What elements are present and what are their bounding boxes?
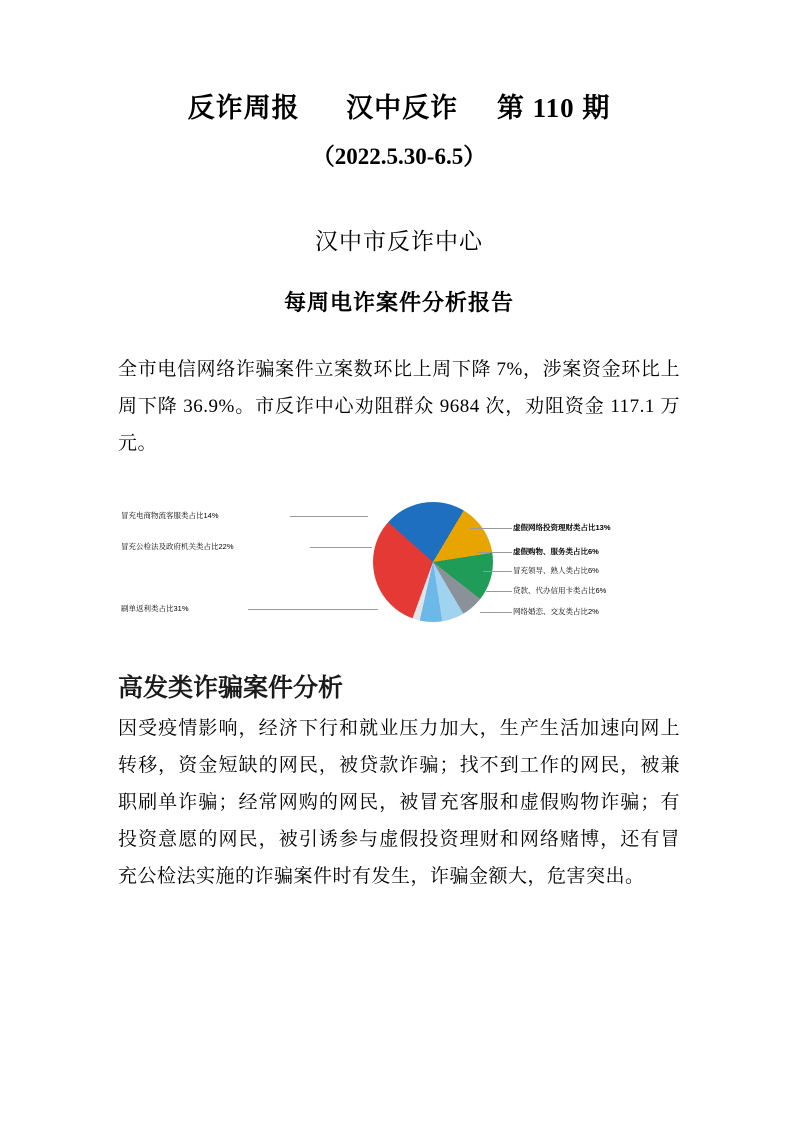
- summary-paragraph: 全市电信网络诈骗案件立案数环比上周下降 7%，涉案资金环比上周下降 36.9%。市反诈中心劝阻群众 9684 次，劝阻资金 117.1 万元。: [118, 358, 680, 454]
- document-title: 反诈周报 汉中反诈 第 110 期: [187, 93, 611, 123]
- pie-label-online-dating: 网络婚恋、交友类占比2%: [513, 606, 599, 616]
- report-name: 每周电诈案件分析报告: [283, 289, 514, 315]
- leader-line-8: [480, 612, 512, 613]
- pie-label-fake-investment: 虚假网络投资理财类占比13%: [513, 522, 611, 532]
- document-date-range: （2022.5.30-6.5）: [311, 143, 487, 169]
- leader-line-5: [478, 552, 512, 553]
- leader-line-6: [483, 571, 512, 572]
- section-paragraph: 因受疫情影响，经济下行和就业压力加大，生产生活加速向网上转移，资金短缺的网民，被贷款诈骗；找不到工作的网民，被兼职刷单诈骗；经常网购的网民，被冒充客服和虚假购物诈骗；有投资意愿的网民，被引诱参与虚假投资理财和网络赌博，还有冒充公检法实施的诈骗案件时有发生，诈骗金额大，危害突出。: [118, 717, 680, 888]
- fraud-type-pie-chart: [118, 488, 680, 638]
- organization-name: 汉中市反诈中心: [315, 227, 483, 254]
- leader-line-3: [248, 609, 378, 610]
- pie-label-brushing-rebate: 刷单返利类占比31%: [121, 603, 189, 613]
- pie-label-loan-credit-card: 贷款、代办信用卡类占比6%: [513, 585, 607, 595]
- pie-label-impersonate-leader: 冒充领导、熟人类占比6%: [513, 565, 599, 575]
- section-heading: 高发类诈骗案件分析: [118, 673, 344, 702]
- leader-line-1: [290, 516, 368, 517]
- pie-label-impersonate-police: 冒充公检法及政府机关类占比22%: [121, 541, 234, 551]
- pie-label-ecommerce-service: 冒充电商物流客服类占比14%: [121, 510, 219, 520]
- leader-line-4: [470, 528, 512, 529]
- pie-label-fake-shopping: 虚假购物、服务类占比6%: [513, 546, 599, 556]
- document-content: [118, 0, 680, 895]
- leader-line-7: [486, 591, 512, 592]
- pie-graphic: [373, 502, 493, 622]
- leader-line-2: [310, 547, 372, 548]
